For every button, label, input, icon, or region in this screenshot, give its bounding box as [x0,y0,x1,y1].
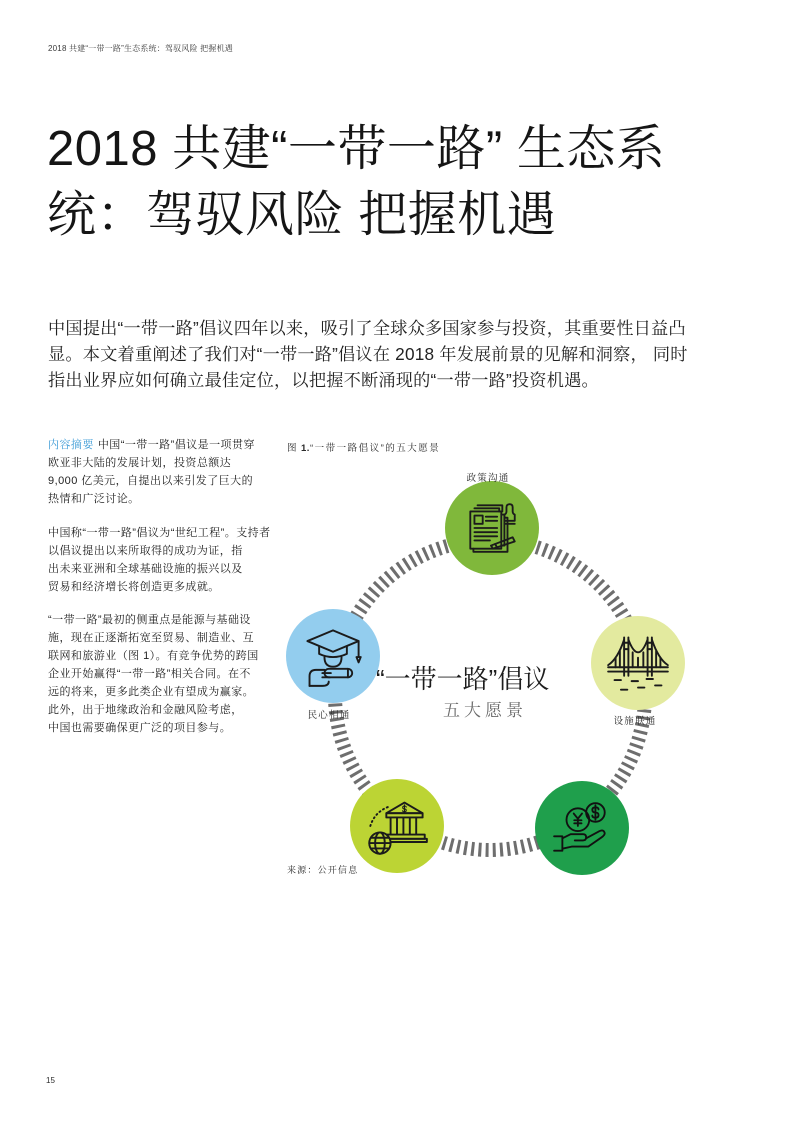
summary-line: 出未来亚洲和全球基础设施的振兴以及 [48,562,243,575]
running-header: 2018 共建“一带一路”生态系统：驾驭风险 把握机遇 [48,44,233,53]
bridge-icon [606,631,670,695]
vision-label: 政策沟通 [466,473,510,484]
intro-line: 指出业界应如何确立最佳定位，以把握不断涌现的“一带一路”投资机遇。 [48,370,599,390]
summary-line: 联网和旅游业（图 1）。有竞争优势的跨国 [48,650,259,662]
bank-globe-icon [365,794,429,858]
summary-line [48,436,280,454]
summary-paragraph [48,611,280,737]
vision-circle-finance [535,781,629,875]
figure-center-subtitle: 五大愿景 [443,701,527,720]
page-number: 15 [46,1076,55,1085]
summary-paragraph [48,524,280,596]
figure-caption [287,440,440,454]
vision-circle-infrastructure [591,616,685,710]
figure-center-title: “一带一路”倡议 [376,664,550,694]
graduation-icon [301,624,365,688]
summary-line: “一带一路”最初的侧重点是能源与基础设 [48,614,251,626]
summary-line: 热情和广泛讨论。 [48,493,140,505]
page-title [47,116,665,248]
summary-line-text: 中国“一带一路”倡议是一项贯穿 [97,439,255,451]
vision-label: 民心相通 [307,710,351,721]
summary-line: 9,000 亿美元，自提出以来引发了巨大的 [48,475,254,487]
summary-line: 中国称“一带一路”倡议为“世纪工程”。支持者 [48,526,271,539]
summary-line: 以倡议提出以来所取得的成功为证，指 [48,544,243,557]
page-title-line: 统：驾驭风险 把握机遇 [47,188,557,242]
summary-label: 内容摘要 [48,439,94,451]
figure-caption-label: 图 [287,443,299,454]
summary-line: 贸易和经济增长将创造更多成就。 [48,580,220,593]
summary-line: 欧亚非大陆的发展计划，投资总额达 [48,457,232,469]
summary-paragraph [48,436,280,508]
summary-column [48,436,280,753]
summary-line: 远的将来，更多此类企业有望成为赢家。 [48,686,255,698]
vision-label: 设施联通 [613,716,657,727]
figure-source: 来源：公开信息 [287,865,359,875]
vision-circle-people [286,609,380,703]
summary-line: 中国也需要确保更广泛的项目参与。 [48,722,232,734]
summary-line: 企业开始赢得“一带一路”相关合同。在不 [48,668,251,680]
vision-circle-policy [445,481,539,575]
coins-hand-icon [551,797,613,859]
figure-caption-text: “一带一路倡议”的五大愿景 [309,443,441,454]
page-title-line: 2018 共建“一带一路” 生态系 [47,122,666,176]
documents-pen-icon [461,497,523,559]
intro-paragraph [48,315,688,393]
intro-line: 显。本文着重阐述了我们对“一带一路”倡议在 2018 年发展前景的见解和洞察， 同时 [48,344,688,364]
intro-line: 中国提出“一带一路”倡议四年以来，吸引了全球众多国家参与投资，其重要性日益凸 [48,318,686,338]
summary-line: 此外，出于地缘政治和金融风险考虑， [48,704,243,716]
figure-caption-number: 1. [301,443,310,454]
summary-line: 施，现在正逐渐拓宽至贸易、制造业、互 [48,632,255,644]
vision-circle-trade [350,779,444,873]
